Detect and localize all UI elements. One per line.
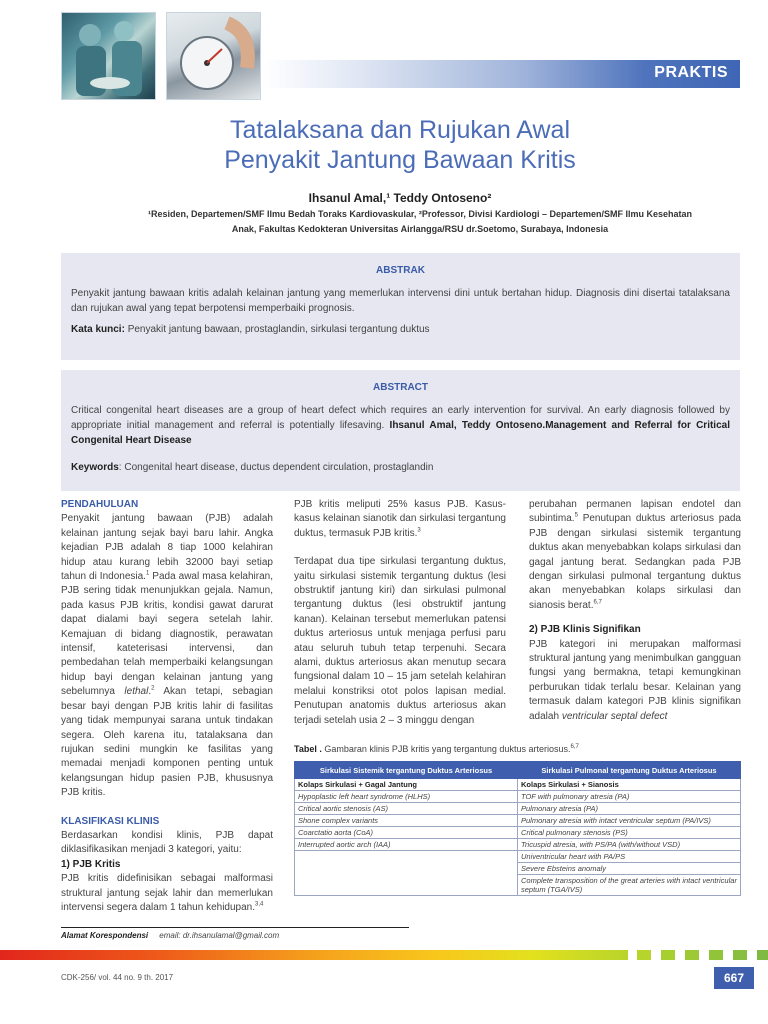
abstract-citation: Ihsanul Amal, Teddy Ontoseno.Management and Referral for Critical Congenital Heart Disease [71,420,730,446]
section-label: PRAKTIS [654,64,728,81]
ref: 6,7 [570,744,579,750]
table-row [295,779,741,791]
table-header-row [295,762,741,779]
table-cell: Interrupted aortic arch (IAA) [295,839,518,851]
table-cell-empty [295,851,518,863]
keywords-label: Keywords [71,462,119,473]
table-header-systemic: Sirkulasi Sistemik tergantung Duktus Arteriosus [295,762,518,779]
page-number: 667 [714,967,754,989]
text-run: Penutupan duktus arteriosus pada PJB dengan sirkulasi sistemik tergantung duktus akan menyebabkan kolaps sirkulasi dan gagal jantung berat. Sedangkan pada PJB dengan sirkulasi pulmonal tergantung duktus akan menyebabkan kolaps sirkulasi dan sianosis berat. [529,513,741,611]
abstract-text: Critical congenital heart diseases are a group of heart defect which requires an early intervention for survival. An early diagnosis followed by appropriate initial management and referral is potentially lifesaving. [71,405,730,431]
table-cell: Kolaps Sirkulasi + Gagal Jantung [295,779,518,791]
ref: 3,4 [255,901,264,908]
table-row [295,839,741,851]
table-row [295,791,741,803]
heading-klasifikasi: KLASIFIKASI KLINIS [61,815,160,827]
text-run: lethal [124,686,149,698]
table-row [295,851,741,863]
affiliation-line1: ¹Residen, Departemen/SMF Ilmu Bedah Toraks Kardiovaskular, ²Professor, Divisi Kardiologi – Departemen/SMF Ilmu Kesehatan [148,209,692,219]
kata-kunci-label: Kata kunci: [71,324,125,335]
col2-paragraph-2: Terdapat dua tipe sirkulasi tergantung duktus, yaitu sirkulasi sistemik tergantung duktus (lesi obstruktif jantung kiri) dan sirkulasi pulmonal tergantung duktus (lesi obstruktif jantung kanan). Kelainan tersebut memerlukan patensi duktus arteriosus untuk menjaga perfusi paru atau seluruh tubuh tetap terpenuhi. Secara alami, duktus arteriosus akan menutup secara fungsional dalam 10 – 15 jam setelah kelahiran melalui konstriksi otot polos lapisan medial. Penutupan anatomis duktus arteriosus akan terjadi setelah usia 2 – 3 minggu dengan [294,556,506,726]
table-cell: Hypoplastic left heart syndrome (HLHS) [295,791,518,803]
abstrak-text: Penyakit jantung bawaan kritis adalah kelainan jantung yang memerlukan intervensi dini untuk bertahan hidup. Diagnosis dini disertai tatalaksana dan rujukan awal yang tepat berpotensi memperbaiki prognosis. [71,288,730,314]
table-cell: Shone complex variants [295,815,518,827]
table-cell: TOF with pulmonary atresia (PA) [518,791,741,803]
correspondence [61,931,279,940]
subheading-pjb-klinis-signifikan: 2) PJB Klinis Signifikan [529,624,641,636]
text-run: PJB kategori ini merupakan malformasi struktural jantung yang menimbulkan gangguan fungsi yang bermakna, tetapi kemungkinan perburukan tidak terlalu besar. Kelainan yang termasuk dalam kategori PJB klinis signifikan adalah [529,638,741,722]
table-cell: Univentricular heart with PA/PS [518,851,741,863]
abstrak-keywords [71,324,730,335]
col3-paragraph-1 [529,498,741,613]
strip-square [733,950,747,960]
keywords-text: : Congenital heart disease, ductus dependent circulation, prostaglandin [118,462,434,473]
spacer [529,613,741,623]
table-row [295,803,741,815]
table-row [295,863,741,875]
ref: 5 [574,513,578,520]
abstract-heading: ABSTRACT [373,382,428,393]
text-run: Pada awal masa kelahiran, PJB sering tidak menunjukkan gejala. Namun, pada kasus PJB kritis, kondisi gawat darurat dapat dialami bayi segera setelah lahir. Kemajuan di bidang diagnostik, perawatan intensif, kateterisasi intervensi, dan pembedahan telah memperbaiki kelangsungan hidup bayi dengan kelainan jantung yang sebelumnya [61,571,273,698]
pjb-kritis-paragraph [61,872,273,915]
table-cell: Complete transposition of the great arteries with intact ventricular septum (TGA/IVS) [518,875,741,896]
subheading-pjb-kritis: 1) PJB Kritis [61,858,121,870]
color-strip [0,950,628,960]
table-row [295,827,741,839]
abstract-paragraph [71,403,730,448]
table-cell: Pulmonary atresia (PA) [518,803,741,815]
strip-square [709,950,723,960]
kata-kunci-text: Penyakit jantung bawaan, prostaglandin, sirkulasi tergantung duktus [127,324,430,335]
table-cell: Critical aortic stenosis (AS) [295,803,518,815]
spacer [61,801,273,815]
column-3 [529,498,741,724]
strip-square [637,950,651,960]
text-run: PJB kritis meliputi 25% kasus PJB. Kasus-kasus kelainan sianotik dan sirkulasi tergantung duktus, termasuk PJB kritis. [294,499,506,539]
text-run: Akan tetapi, sebagian besar bayi dengan PJB kritis lahir di fasilitas yang tidak mempunyai sarana untuk tindakan segera. Oleh karena itu, tatalaksana dan rujukan sedini mungkin ke fasilitas yang memadai menjadi komponen penting untuk kelangsungan hidup pasien PJB, khususnya PJB kritis. [61,686,273,799]
abstrak-box [61,253,740,360]
strip-square [757,950,768,960]
abstrak-heading: ABSTRAK [376,265,425,276]
ref: 6,7 [593,599,602,606]
article-title-line1: Tatalaksana dan Rujukan Awal [229,116,571,144]
ref: 3 [417,527,421,534]
journal-info: CDK-256/ vol. 44 no. 9 th. 2017 [61,973,174,982]
col2-paragraph-1 [294,498,506,541]
article-title-line2: Penyakit Jantung Bawaan Kritis [224,146,576,174]
affiliation-line2: Anak, Fakultas Kedokteran Universitas Airlangga/RSU dr.Soetomo, Surabaya, Indonesia [231,224,609,234]
text-run: Penyakit jantung bawaan (PJB) adalah kelainan jantung sejak bayi baru lahir. Angka kejadian PJB adalah 8 tiap 1000 kelahiran hidup atau kurang lebih 32000 bayi setiap tahun di Indonesia. [61,513,273,583]
text-run: ventricular septal defect [561,710,668,722]
heading-pendahuluan: PENDAHULUAN [61,499,139,510]
surgeons-photo [61,12,156,100]
table-cell: Severe Ebsteins anomaly [518,863,741,875]
klasifikasi-paragraph: Berdasarkan kondisi klinis, PJB dapat diklasifikasikan menjadi 3 kategori, yaitu: [61,829,273,856]
table-caption [294,744,579,754]
strip-square [685,950,699,960]
text-run: perubahan permanen lapisan endotel dan subintima. [529,499,741,525]
column-1 [61,498,273,915]
column-2 [294,498,506,728]
ref: 1 [145,570,150,577]
clinical-table [294,761,741,896]
col3-paragraph-2 [529,638,741,724]
text-run: PJB kritis didefinisikan sebagai malformasi struktural jantung sejak lahir dan memerlukan intervensi segera dalam 1 tahun kehidupan. [61,873,273,913]
table-cell: Pulmonary atresia with intact ventricular septum (PA/IVS) [518,815,741,827]
table-header-pulmonary: Sirkulasi Pulmonal tergantung Duktus Arteriosus [518,762,741,779]
spacer [294,541,506,555]
table-cell-empty [295,863,518,875]
authors: Ihsanul Amal,¹ Teddy Ontoseno² [308,191,492,205]
table-cell-empty [295,875,518,896]
table-cell: Coarctatio aorta (CoA) [295,827,518,839]
ref: 2 [151,685,155,692]
blood-pressure-photo [166,12,261,100]
table-row [295,875,741,896]
table-cell: Tricuspid atresia, with PS/PA (with/without VSD) [518,839,741,851]
correspondence-label: Alamat Korespondensi [61,931,149,940]
table-cell: Kolaps Sirkulasi + Sianosis [518,779,741,791]
strip-square [661,950,675,960]
abstract-box [61,370,740,491]
footnote-rule [61,927,409,928]
table-cell: Critical pulmonary stenosis (PS) [518,827,741,839]
table-row [295,815,741,827]
section-banner [262,60,740,88]
table-caption-label: Tabel . [294,744,322,754]
email-address[interactable]: dr.ihsanulamal@gmail.com [182,931,280,940]
table-caption-text: Gambaran klinis PJB kritis yang tergantung duktus arteriosus. [321,744,571,754]
email-label: email: [159,931,181,940]
pendahuluan-paragraph: Penyakit jantung bawaan (PJB) adalah kelainan jantung sejak bayi baru lahir. Angka kejadian PJB adalah 8 tiap 1000 kelahiran hidup atau kurang lebih 32000 bayi setiap tahun di Indonesia.$^1$ Pada awal masa kelahiran, PJB sering tidak menunjukkan gejala. Namun, pada kasus PJB kritis, kondisi gawat darurat dapat dialami bayi segera setelah lahir. Kemajuan di bidang diagnostik, perawatan intensif, kateterisasi intervensi, dan pembedahan telah memperbaiki kelangsungan hidup bayi dengan kelainan jantung yang sebelumnya lethal.$^2$ Akan tetapi, sebagian besar bayi dengan PJB kritis lahir di fasilitas yang tidak mempunyai sarana untuk tindakan segera. Oleh karena itu, tatalaksana dan rujukan sedini mungkin ke fasilitas yang memadai menjadi komponen penting untuk kelangsungan hidup pasien PJB, khususnya PJB kritis. [61,513,273,799]
abstract-keywords [71,462,730,473]
